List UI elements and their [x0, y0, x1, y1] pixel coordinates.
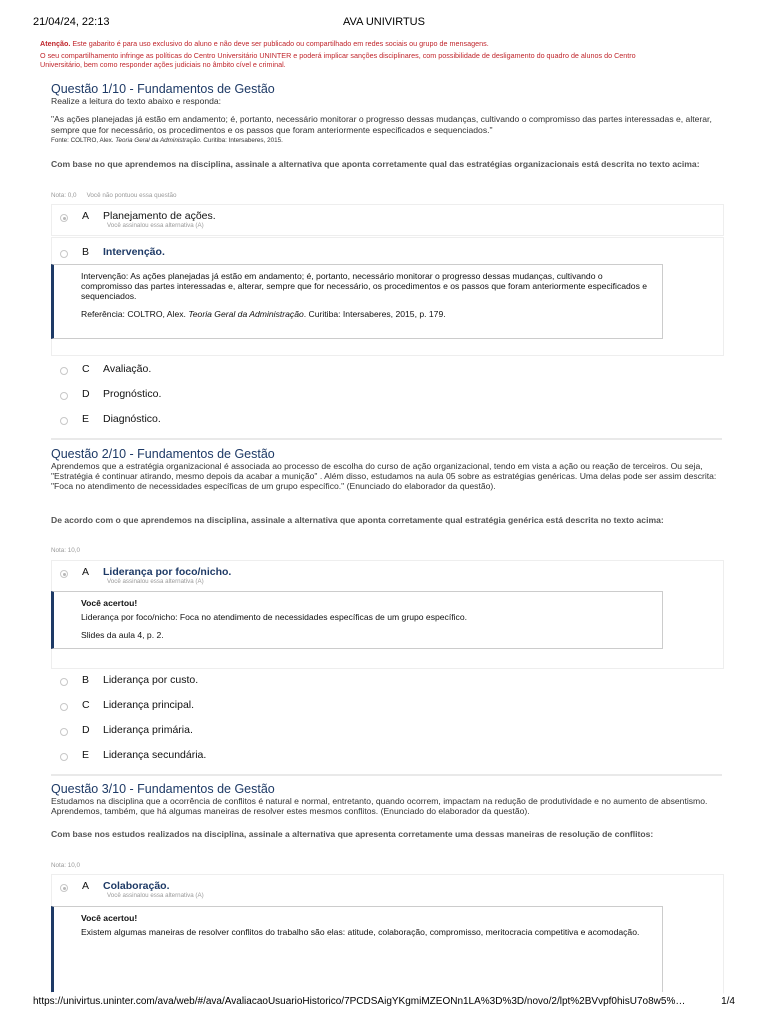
- radio[interactable]: [60, 367, 68, 375]
- option-text: Liderança por custo.: [103, 674, 199, 686]
- feedback-reference: Slides da aula 4, p. 2.: [81, 630, 164, 640]
- option-text: Liderança principal.: [103, 699, 195, 711]
- warning-text-1: Este gabarito é para uso exclusivo do aluno e não deve ser publicado ou compartilhado em redes sociais ou grupo de mensagens.: [70, 39, 489, 48]
- question-title: Questão 2/10 - Fundamentos de Gestão: [51, 447, 275, 461]
- feedback-correct: Você acertou!: [81, 913, 138, 923]
- warning-notice: [40, 39, 730, 70]
- question-title: Questão 3/10 - Fundamentos de Gestão: [51, 782, 275, 796]
- option-letter: B: [82, 674, 90, 686]
- radio[interactable]: [60, 728, 68, 736]
- option-letter: A: [82, 566, 90, 578]
- option-selected-note: Você assinalou essa alternativa (A): [107, 222, 204, 229]
- option-b[interactable]: [51, 670, 724, 694]
- answer-feedback: [51, 906, 663, 992]
- ref-suffix: . Curitiba: Intersaberes, 2015, p. 179.: [303, 309, 446, 319]
- option-letter: A: [82, 210, 90, 222]
- source-title: Teoria Geral da Administração: [115, 137, 200, 144]
- source-prefix: Fonte: COLTRO, Alex.: [51, 137, 116, 144]
- ref-prefix: Referência: COLTRO, Alex.: [81, 309, 189, 319]
- question-divider: [51, 774, 722, 776]
- feedback-correct: Você acertou!: [81, 598, 138, 608]
- option-c[interactable]: [51, 695, 724, 719]
- option-text: Liderança primária.: [103, 724, 193, 736]
- grade-value: Nota: 10,0: [51, 547, 81, 554]
- feedback-reference: [81, 309, 648, 319]
- question-3-header: [51, 782, 723, 816]
- option-letter: E: [82, 749, 90, 761]
- question-title: Questão 1/10 - Fundamentos de Gestão: [51, 82, 275, 96]
- question-divider: [51, 438, 722, 440]
- option-letter: D: [82, 388, 90, 400]
- question-1-header: [51, 82, 723, 144]
- option-letter: C: [82, 699, 90, 711]
- option-letter: D: [82, 724, 90, 736]
- option-d[interactable]: [51, 720, 724, 744]
- answer-feedback: [51, 264, 663, 339]
- radio[interactable]: [60, 417, 68, 425]
- radio[interactable]: [60, 753, 68, 761]
- radio[interactable]: [60, 250, 68, 258]
- radio[interactable]: [60, 392, 68, 400]
- option-c[interactable]: [51, 359, 724, 383]
- feedback-text: Liderança por foco/nicho: Foca no atendimento de necessidades específicas de um grupo específico.: [81, 612, 468, 622]
- radio-selected[interactable]: [60, 884, 68, 892]
- question-intro: Estudamos na disciplina que a ocorrência de conflitos é natural e normal, entretanto, quando ocorrem, impactam na redução de produtividade e no aumento de absentismo. Aprendemos, também, que há algumas maneiras de resolver estes mesmos conflitos. (Enunciado do elaborador da questão).: [51, 796, 708, 816]
- option-selected-note: Você assinalou essa alternativa (A): [107, 578, 204, 585]
- question-source: [51, 137, 723, 144]
- option-letter: B: [82, 246, 90, 258]
- warning-line-2: O seu compartilhamento infringe as políticas do Centro Universitário UNINTER e poderá implicar sanções disciplinares, com possibilidade de desligamento do quadro de alunos do Centro: [40, 50, 636, 60]
- print-date: 21/04/24, 22:13: [33, 16, 110, 28]
- option-text: Diagnóstico.: [103, 413, 161, 425]
- question-2-header: [51, 447, 723, 491]
- option-a[interactable]: [51, 204, 724, 236]
- question-prompt: Com base no que aprendemos na disciplina, assinale a alternativa que aponta corretamente qual das estratégias organizacionais está descrita no texto acima:: [51, 159, 700, 169]
- question-intro: Aprendemos que a estratégia organizacional é associada ao processo de escolha do curso de ação organizacional, tendo em vista a ação ou reação de terceiros. Ou seja, "Estratégia é continuar atirando, mesmo depois da acabar a munição" . Além disso, estudamos na aula 05 sobre as estratégias genéricas. Uma delas pode ser assim descrita: "Foca no atendimento de necessidades específicas de um grupo específico." (Enunciado do elaborador da questão).: [51, 461, 717, 491]
- question-prompt: Com base nos estudos realizados na disciplina, assinale a alternativa que apresenta corretamente uma dessas maneiras de resolução de conflitos:: [51, 829, 654, 839]
- warning-line-1: [40, 39, 730, 49]
- print-page-number: 1/4: [721, 996, 735, 1007]
- question-grade: [51, 862, 723, 869]
- question-quote: "As ações planejadas já estão em andamento; é, portanto, necessário monitorar o progresso dessas mudanças, cultivando o compromisso das partes interessadas e, alterar, sempre que for necessário, os procedimentos e os passos que foram anteriormente especificados e sequenciados.": [51, 114, 712, 135]
- grade-value: Nota: 0,0: [51, 192, 77, 199]
- option-text: Avaliação.: [103, 363, 152, 375]
- radio[interactable]: [60, 678, 68, 686]
- option-d[interactable]: [51, 384, 724, 408]
- option-text: Prognóstico.: [103, 388, 162, 400]
- option-e[interactable]: [51, 745, 724, 769]
- radio[interactable]: [60, 703, 68, 711]
- ref-title: Teoria Geral da Administração: [188, 309, 304, 319]
- print-title: AVA UNIVIRTUS: [343, 16, 425, 28]
- feedback-text: Intervenção: As ações planejadas já estão em andamento; é, portanto, necessário monitorar o progresso dessas mudanças, cultivando o compromisso das partes interessadas e, alterar, sempre que for necessário, os procedimentos e os passos que foram anteriormente especificados e sequenciados.: [81, 271, 648, 301]
- grade-value: Nota: 10,0: [51, 862, 81, 869]
- option-letter: A: [82, 880, 90, 892]
- question-prompt: De acordo com o que aprendemos na disciplina, assinale a alternativa que aponta corretamente qual estratégia genérica está descrita no texto acima:: [51, 515, 664, 525]
- question-grade: [51, 192, 723, 199]
- option-selected-note: Você assinalou essa alternativa (A): [107, 892, 204, 899]
- option-text-correct: Colaboração.: [103, 880, 170, 892]
- warning-prefix: Atenção.: [40, 39, 71, 48]
- option-letter: C: [82, 363, 90, 375]
- grade-note: Você não pontuou essa questão: [86, 192, 177, 199]
- question-grade: [51, 547, 723, 554]
- radio-selected[interactable]: [60, 214, 68, 222]
- warning-line-3: Universitário, bem como responder ações judiciais no âmbito cível e criminal.: [40, 60, 286, 70]
- answer-feedback: [51, 591, 663, 649]
- option-text: Planejamento de ações.: [103, 210, 216, 222]
- print-url: https://univirtus.uninter.com/ava/web/#/ava/AvaliacaoUsuarioHistorico/7PCDSAigYKgmiMZEONn1LA%3D%3D/novo/2/lpt%2BVvpf0hisU7o8w5%…: [33, 996, 686, 1007]
- option-e[interactable]: [51, 409, 724, 433]
- source-suffix: . Curitiba: Intersaberes, 2015.: [199, 137, 283, 144]
- option-text-correct: Intervenção.: [103, 246, 165, 258]
- radio-selected[interactable]: [60, 570, 68, 578]
- question-intro: Realize a leitura do texto abaixo e responda:: [51, 96, 222, 106]
- option-letter: E: [82, 413, 90, 425]
- option-text-correct: Liderança por foco/nicho.: [103, 566, 232, 578]
- feedback-text: Existem algumas maneiras de resolver conflitos do trabalho são elas: atitude, colaboração, compromisso, meritocracia competitiva e acomodação.: [81, 927, 640, 937]
- option-text: Liderança secundária.: [103, 749, 207, 761]
